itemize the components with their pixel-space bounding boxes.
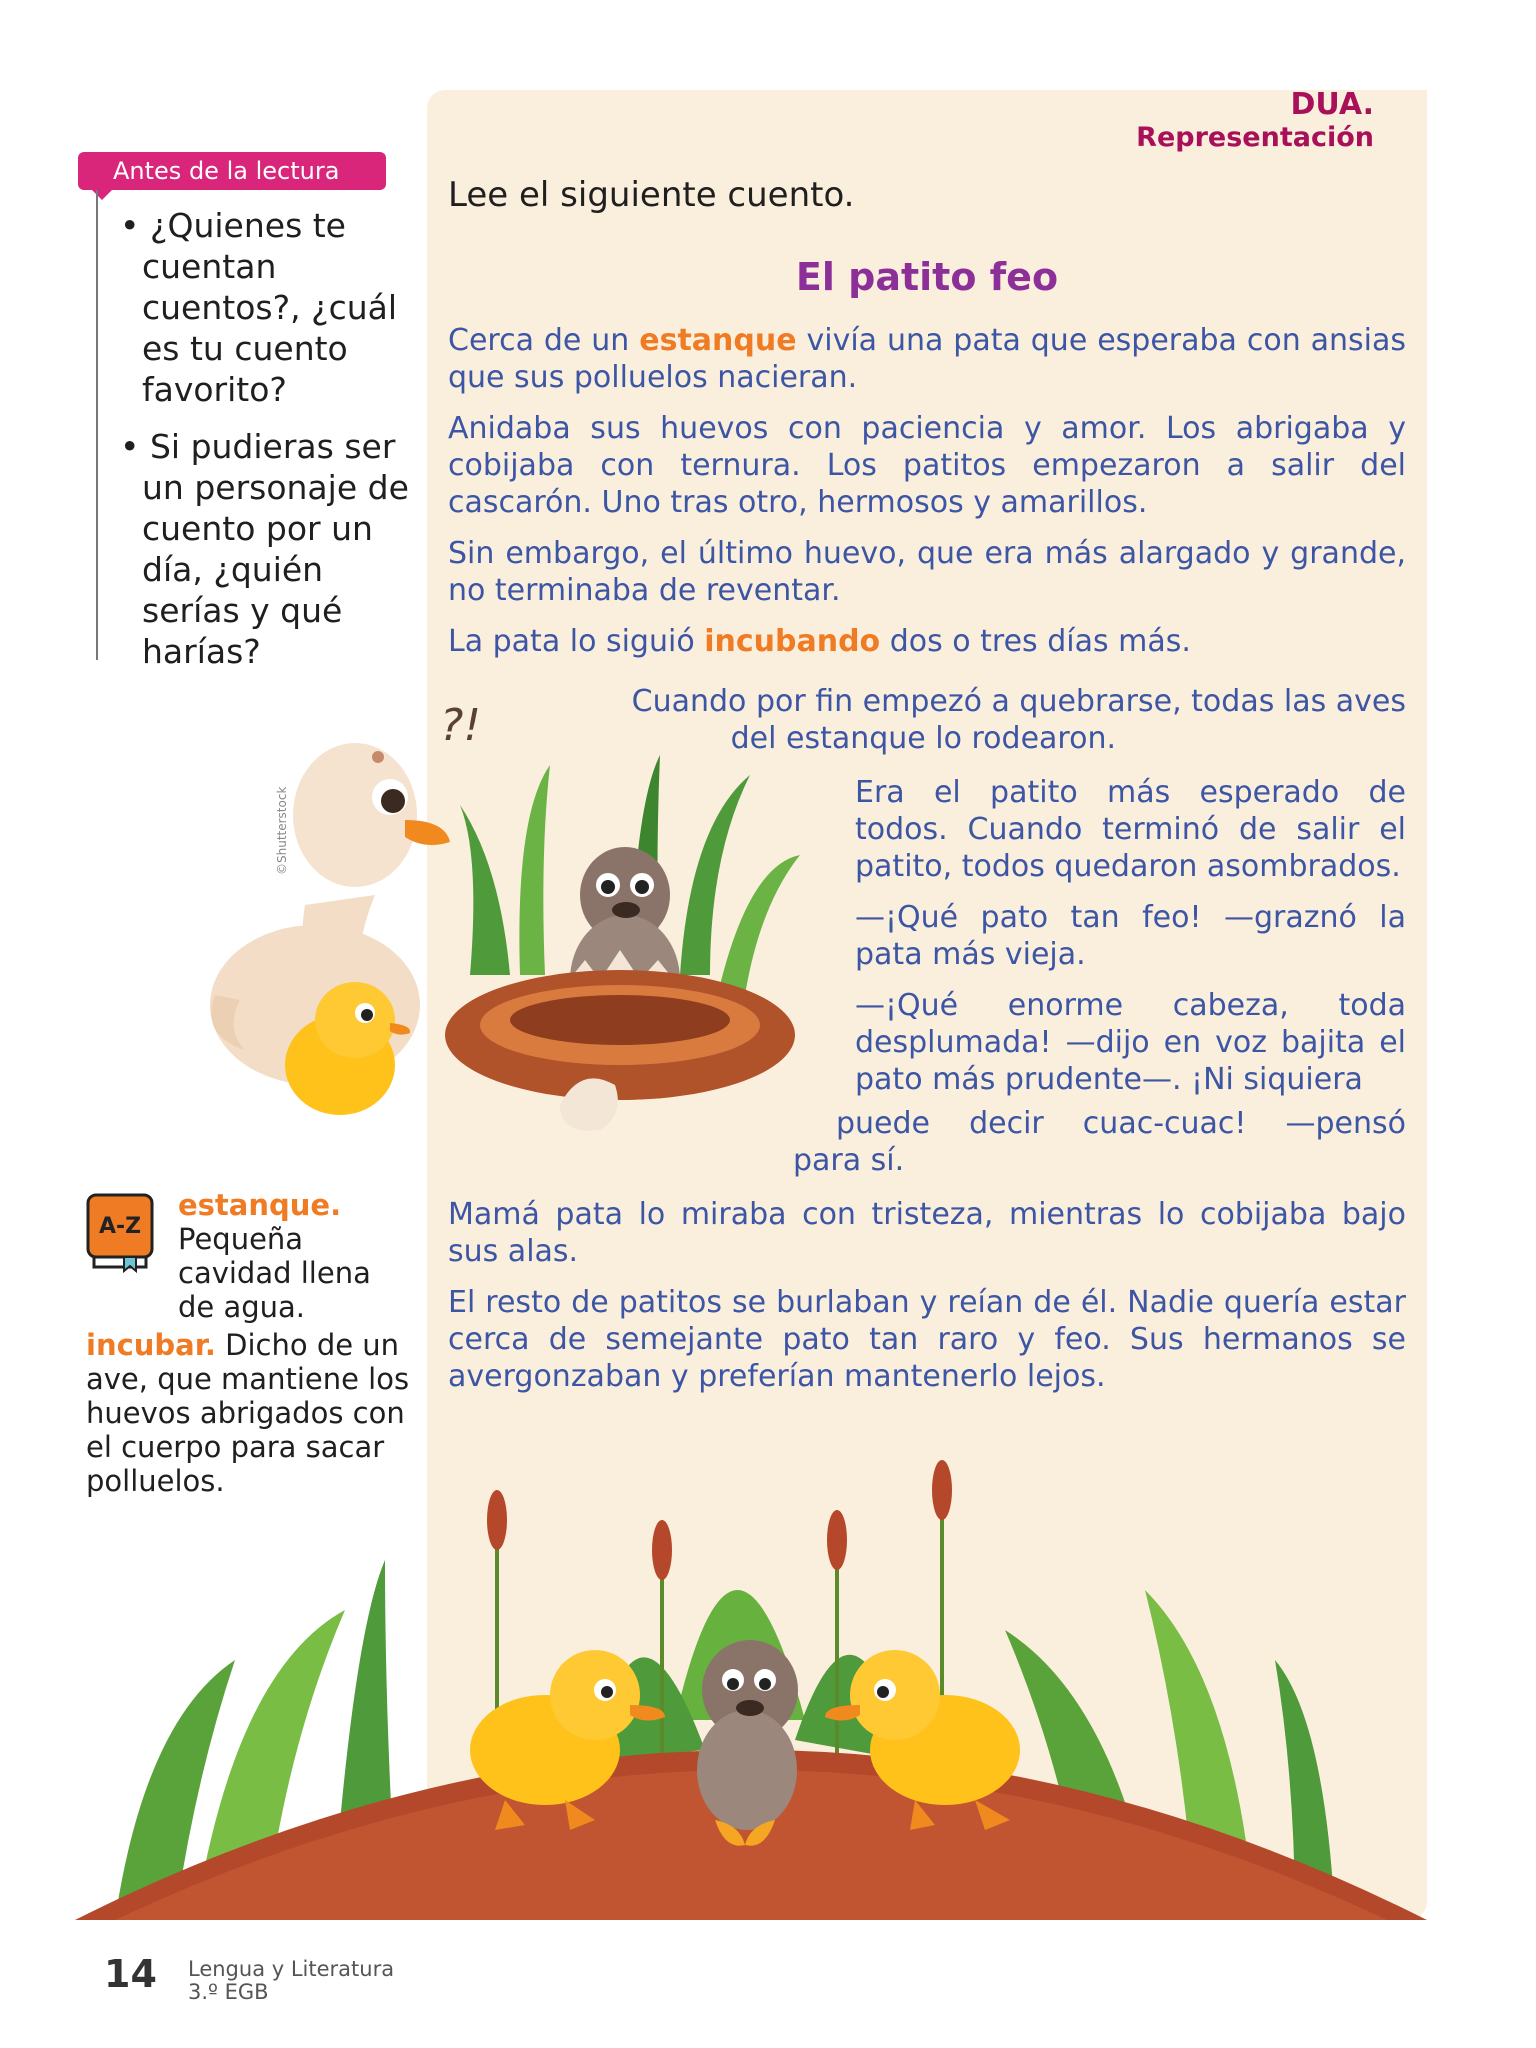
tab-corner	[1075, 90, 1125, 170]
story-body-top	[448, 322, 1406, 660]
subject-name: Lengua y Literatura	[188, 1957, 395, 1981]
glossary-def-2: Dicho de un ave, que mantiene los huevos abrigados con el cuerpo para sacar polluelos.	[86, 1328, 410, 1498]
glossary-def-1: Pequeña cavidad llena de agua.	[178, 1222, 371, 1324]
story-body-bottom	[448, 1196, 1406, 1395]
story-paragraph-8-line-4: puede decir cuac-cuac! —pensó	[836, 1106, 1406, 1141]
highlight-incubando: incubando	[704, 624, 881, 659]
surprise-marks: ?!	[440, 700, 481, 751]
story-paragraph-8: —¡Qué enorme cabeza, toda desplumada! —dijo en voz bajita el pato más prudente—. ¡Ni siquiera	[855, 988, 1406, 1097]
story-paragraph-2: Anidaba sus huevos con paciencia y amor. Los abrigaba y cobijaba con ternura. Los patitos empezaron a salir del cascarón. Uno tras otro, hermosos y amarillos.	[448, 411, 1406, 520]
ducklings-scene-illustration	[75, 1460, 1427, 1920]
question-2: • Si pudieras ser un personaje de cuento por un día, ¿quién serías y qué harías?	[120, 427, 409, 671]
dictionary-icon	[86, 1193, 154, 1273]
dua-subtitle: Representación	[1136, 122, 1374, 153]
story-paragraph-5-line-2: del estanque lo rodearon.	[730, 721, 1116, 756]
story-paragraph-6: Era el patito más esperado de todos. Cuando terminó de salir el patito, todos quedaron asombrados.	[855, 775, 1406, 884]
question-1-text: ¿Quienes te cuentan cuentos?, ¿cuál es tu cuento favorito?	[142, 206, 398, 409]
story-column-right	[855, 774, 1406, 1098]
question-1: • ¿Quienes te cuentan cuentos?, ¿cuál es tu cuento favorito?	[120, 206, 398, 409]
dictionary-icon-label: A-Z	[98, 1214, 142, 1239]
dua-title: DUA.	[1290, 87, 1374, 122]
glossary-term-1: estanque.	[178, 1188, 342, 1222]
story-paragraph-10: El resto de patitos se burlaban y reían de él. Nadie quería estar cerca de semejante pato tan raro y feo. Sus hermanos se avergonzaban y preferían mantenerlo lejos.	[448, 1285, 1406, 1394]
antes-de-la-lectura-badge: Antes de la lectura	[78, 152, 386, 190]
story-paragraph-4: La pata lo siguió incubando dos o tres días más.	[448, 624, 1191, 659]
story-paragraph-9: Mamá pata lo miraba con tristeza, mientras lo cobijaba bajo sus alas.	[448, 1197, 1406, 1269]
question-2-text: Si pudieras ser un personaje de cuento por un día, ¿quién serías y qué harías?	[142, 427, 409, 671]
story-paragraph-1: Cerca de un estanque vivía una pata que esperaba con ansias que sus polluelos nacieran.	[448, 323, 1406, 395]
highlight-estanque: estanque	[639, 323, 797, 358]
story-paragraph-3: Sin embargo, el último huevo, que era más alargado y grande, no terminaba de reventar.	[448, 536, 1406, 608]
mother-duck-illustration	[195, 735, 465, 1130]
story-paragraph-5-line-1: Cuando por fin empezó a quebrarse, todas las aves	[631, 684, 1406, 719]
story-paragraph-5	[600, 683, 1406, 757]
sidebar-divider	[96, 190, 98, 660]
subject-label	[188, 1958, 394, 2004]
glossary-term-2: incubar.	[86, 1328, 216, 1362]
nest-hatchling-illustration	[430, 745, 810, 1135]
grade-level: 3.º EGB	[188, 1980, 269, 2004]
page-number: 14	[104, 1952, 157, 1996]
pre-reading-questions	[112, 205, 412, 688]
story-paragraph-7: —¡Qué pato tan feo! —graznó la pata más vieja.	[855, 900, 1406, 972]
story-paragraph-8-line-5: para sí.	[793, 1143, 905, 1178]
story-title: El patito feo	[795, 255, 1059, 299]
glossary	[86, 1188, 416, 1498]
image-credit: ©Shutterstock	[275, 786, 289, 875]
story-intro: Lee el siguiente cuento.	[448, 175, 855, 215]
dua-label	[1136, 88, 1374, 154]
